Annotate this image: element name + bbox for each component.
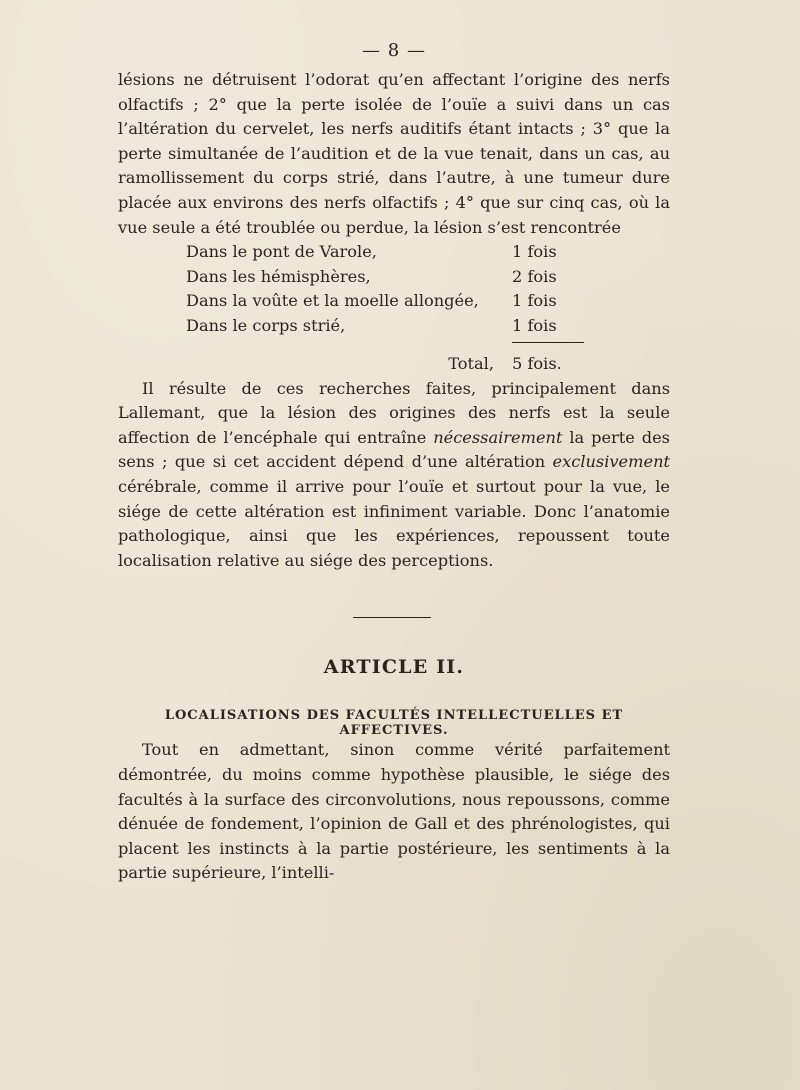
lesion-place: Dans les hémisphères, — [186, 266, 371, 286]
lesion-count: 2 fois — [512, 266, 557, 286]
paragraph-continued: lésions ne détruisent l’odorat qu’en affectant l’origine des nerfs olfactifs ; 2° que la perte isolée de l’ouïe a suivi dans un cas l’altération du cervelet, les nerfs auditifs étant intacts ; 3° que la perte simultanée de l’audition et de la vue tenait, dans un cas, au ramollissement du corps strié, dans l’autre, à une tumeur dure placée aux environs des nerfs olfactifs ; 4° que sur cinq cas, où la vue seule a été troublée ou perdue, la lésion s’est rencontrée — [118, 70, 670, 237]
article-title: ARTICLE II. — [323, 656, 465, 679]
lesion-place: Dans la voûte et la moelle allongée, — [186, 291, 479, 311]
total-row — [186, 352, 584, 377]
total-divider — [512, 342, 584, 343]
lesion-count: 1 fois — [512, 291, 557, 311]
document-page — [118, 40, 670, 886]
lesion-count: 1 fois — [512, 242, 557, 262]
paragraph-localisations: Tout en admettant, sinon comme vérité parfaitement démontrée, du moins comme hypothèse plausible, le siége des facultés à la surface des circonvolutions, nous repoussons, comme dénuée de fondement, l’opinion de Gall et des phrénologistes, qui placent les instincts à la partie postérieure, les sentiments à la partie supérieure, l’intelli- — [118, 740, 670, 883]
paragraph-results — [118, 377, 670, 574]
table-row — [186, 314, 584, 339]
table-row — [186, 265, 584, 290]
paragraph-results-part2: la perte des sens ; que si cet accident dépend d’une altération — [118, 427, 670, 472]
emphasis-necessarily: nécessairement — [433, 427, 563, 447]
lesion-place: Dans le pont de Varole, — [186, 242, 377, 262]
lesion-count: 1 fois — [512, 315, 557, 335]
table-row — [186, 240, 584, 265]
total-rule-row — [186, 338, 584, 352]
page-number: — 8 — — [362, 40, 426, 61]
emphasis-exclusively: exclusivement — [552, 452, 670, 472]
total-value: 5 fois. — [512, 354, 562, 374]
table-row — [186, 289, 584, 314]
total-label: Total, — [448, 354, 494, 374]
section-divider — [353, 617, 431, 618]
lesion-place: Dans le corps strié, — [186, 315, 346, 335]
paragraph-results-part3: cérébrale, comme il arrive pour l’ouïe et surtout pour la vue, le siége de cette altération est infiniment variable. Donc l’anatomie pathologique, ainsi que les expériences, repoussent toute localisation relative au siége des perceptions. — [118, 477, 670, 570]
paragraph-results-part1: Il résulte de ces recherches faites, principalement dans Lallemant, que la lésion des origines des nerfs est la seule affection de l’encéphale qui entraîne — [118, 378, 670, 447]
lesion-count-table — [186, 240, 584, 377]
section-heading: LOCALISATIONS DES FACULTÉS INTELLECTUELLES ET AFFECTIVES. — [164, 708, 624, 739]
